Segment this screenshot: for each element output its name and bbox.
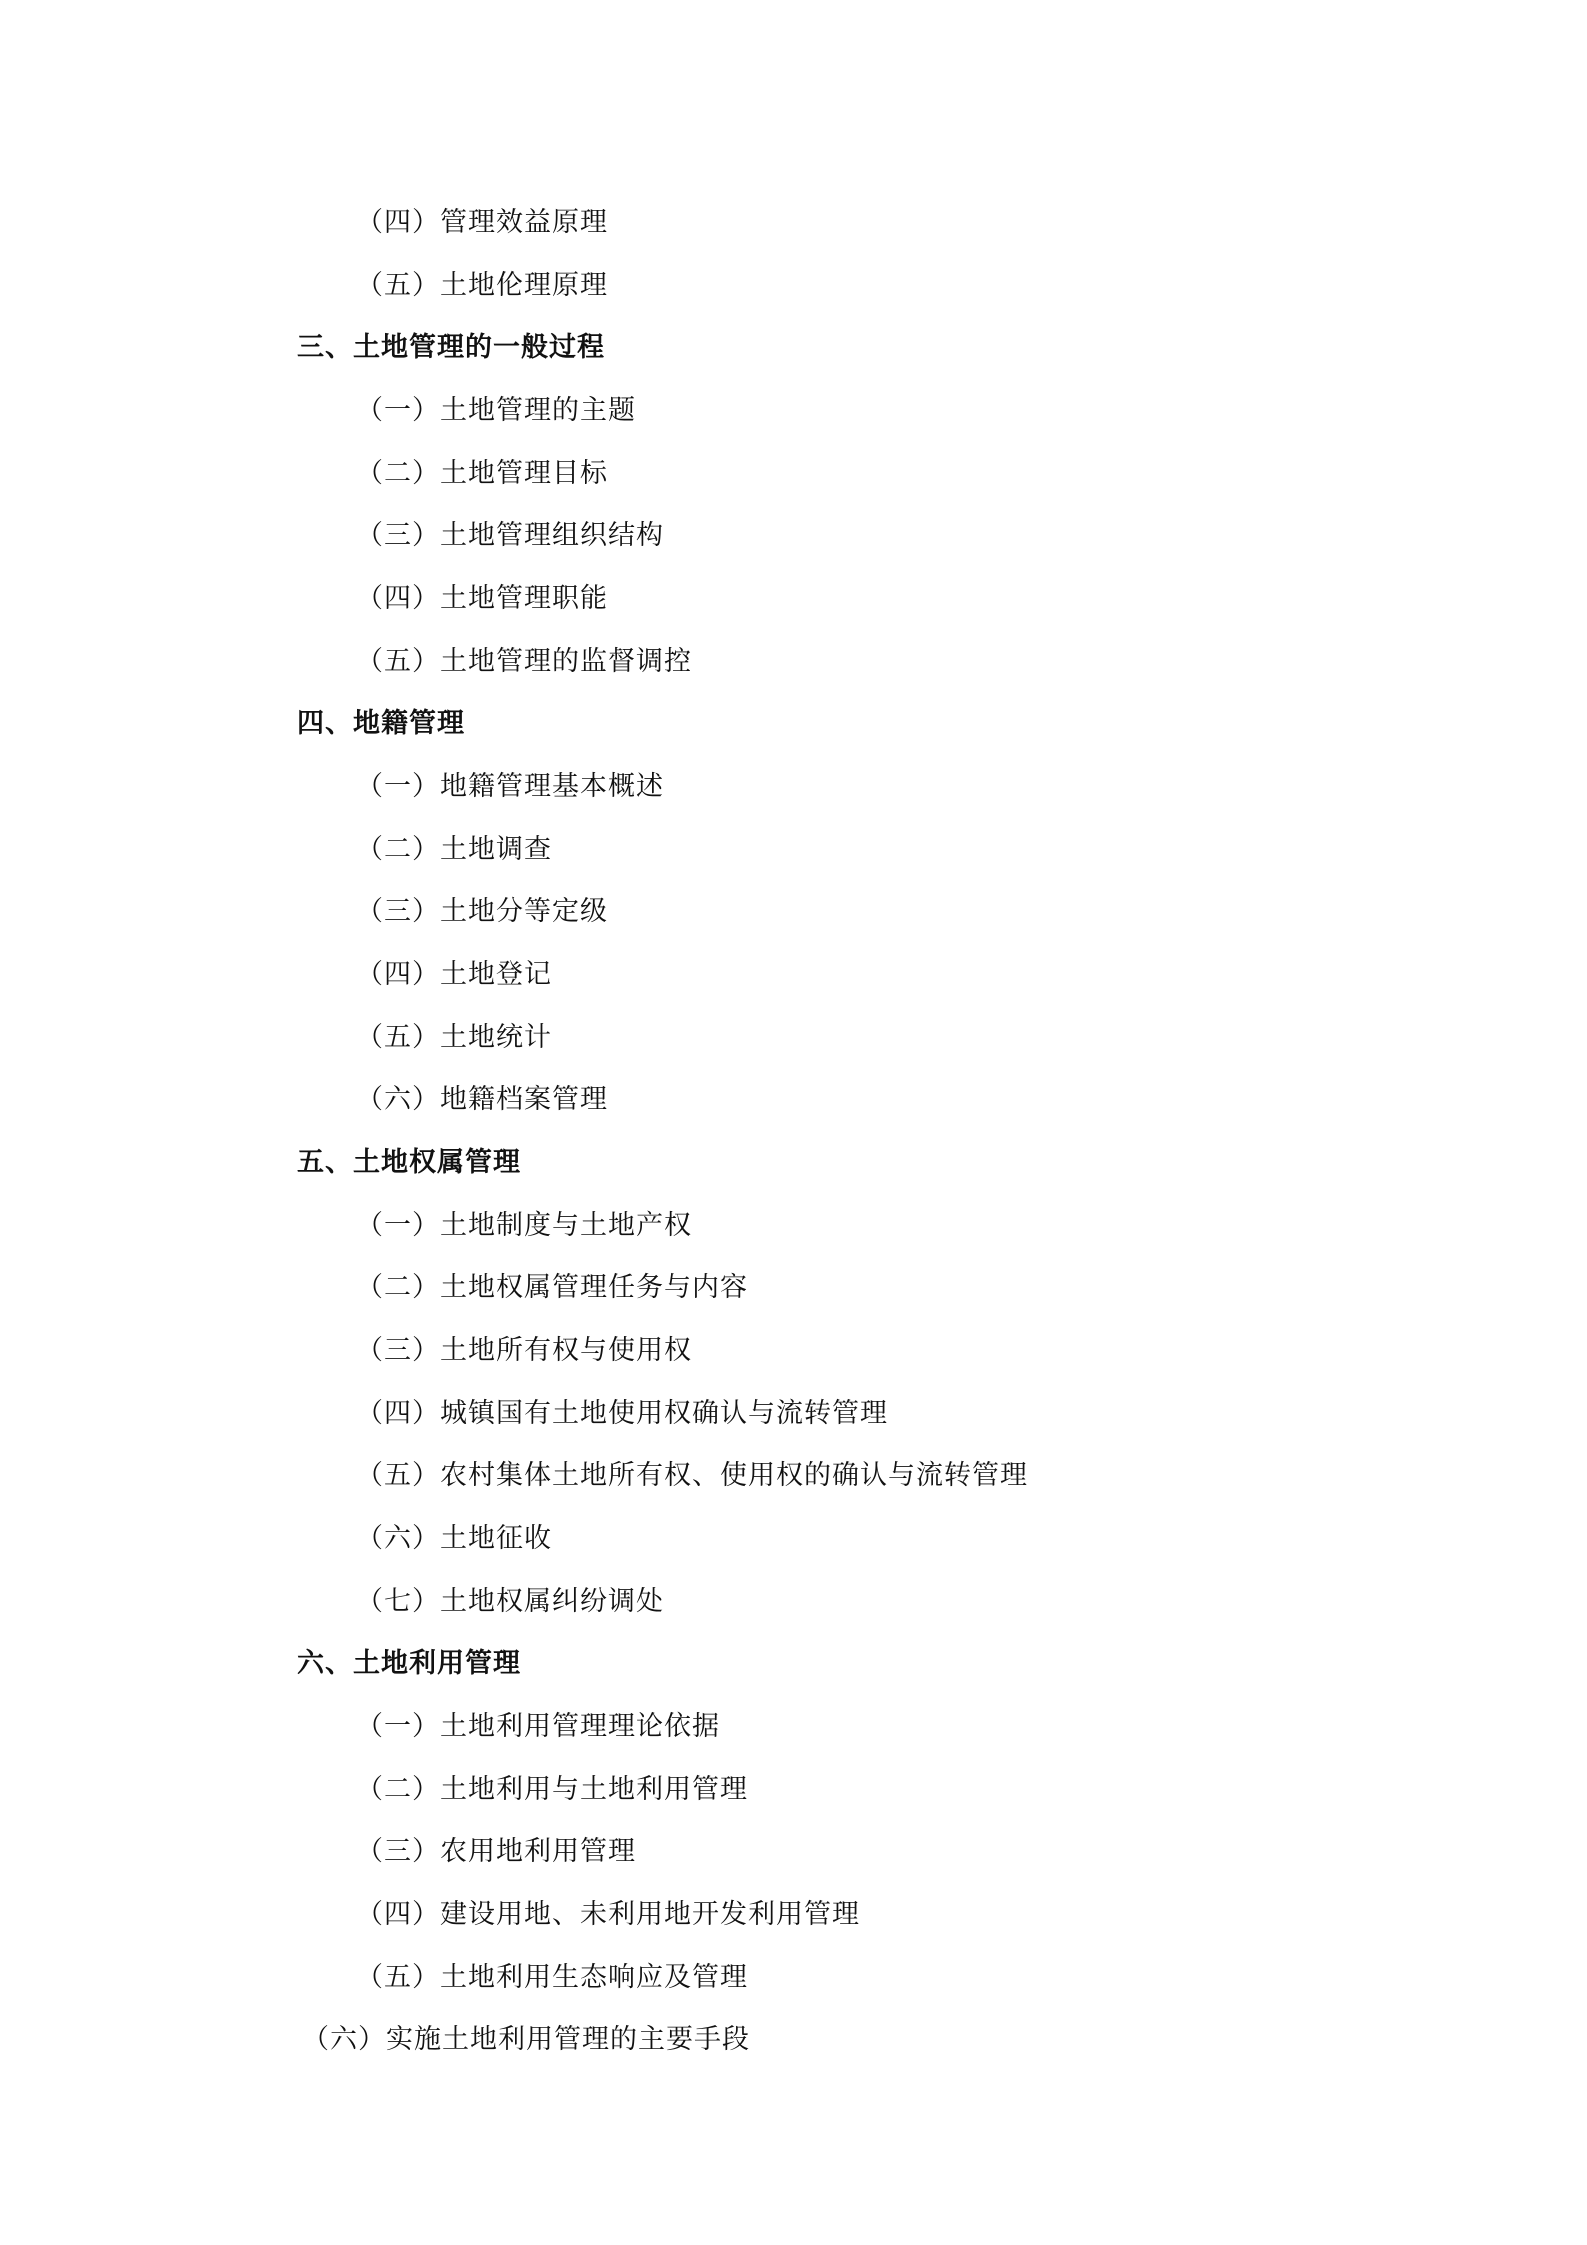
outline-subitem: （五）土地利用生态响应及管理 bbox=[356, 1962, 748, 1993]
outline-subitem: （四）城镇国有土地使用权确认与流转管理 bbox=[356, 1398, 888, 1429]
outline-subitem: （五）农村集体土地所有权、使用权的确认与流转管理 bbox=[356, 1460, 1028, 1491]
outline-subitem: （一）土地利用管理理论依据 bbox=[356, 1711, 720, 1742]
outline-subitem: （五）土地伦理原理 bbox=[356, 270, 608, 301]
section-heading: 四、地籍管理 bbox=[297, 708, 465, 739]
outline-subitem: （二）土地权属管理任务与内容 bbox=[356, 1272, 748, 1303]
outline-subitem: （三）土地所有权与使用权 bbox=[356, 1335, 692, 1366]
outline-subitem: （五）土地管理的监督调控 bbox=[356, 646, 692, 677]
outline-subitem: （二）土地调查 bbox=[356, 834, 552, 865]
outline-subitem: （一）土地管理的主题 bbox=[356, 395, 636, 426]
section-heading: 六、土地利用管理 bbox=[297, 1648, 521, 1679]
outline-subitem: （三）土地分等定级 bbox=[356, 896, 608, 927]
outline-subitem: （二）土地利用与土地利用管理 bbox=[356, 1774, 748, 1805]
outline-subitem: （四）管理效益原理 bbox=[356, 207, 608, 238]
outline-subitem: （六）实施土地利用管理的主要手段 bbox=[302, 2024, 750, 2055]
outline-subitem: （一）地籍管理基本概述 bbox=[356, 771, 664, 802]
outline-subitem: （二）土地管理目标 bbox=[356, 458, 608, 489]
section-heading: 三、土地管理的一般过程 bbox=[297, 332, 605, 363]
outline-subitem: （三）土地管理组织结构 bbox=[356, 520, 664, 551]
outline-subitem: （三）农用地利用管理 bbox=[356, 1836, 636, 1867]
outline-subitem: （一）土地制度与土地产权 bbox=[356, 1210, 692, 1241]
section-heading: 五、土地权属管理 bbox=[297, 1147, 521, 1178]
outline-subitem: （五）土地统计 bbox=[356, 1022, 552, 1053]
outline-subitem: （七）土地权属纠纷调处 bbox=[356, 1586, 664, 1617]
outline-subitem: （四）土地登记 bbox=[356, 959, 552, 990]
outline-subitem: （六）土地征收 bbox=[356, 1523, 552, 1554]
outline-subitem: （四）建设用地、未利用地开发利用管理 bbox=[356, 1899, 860, 1930]
outline-subitem: （六）地籍档案管理 bbox=[356, 1084, 608, 1115]
outline-subitem: （四）土地管理职能 bbox=[356, 583, 608, 614]
